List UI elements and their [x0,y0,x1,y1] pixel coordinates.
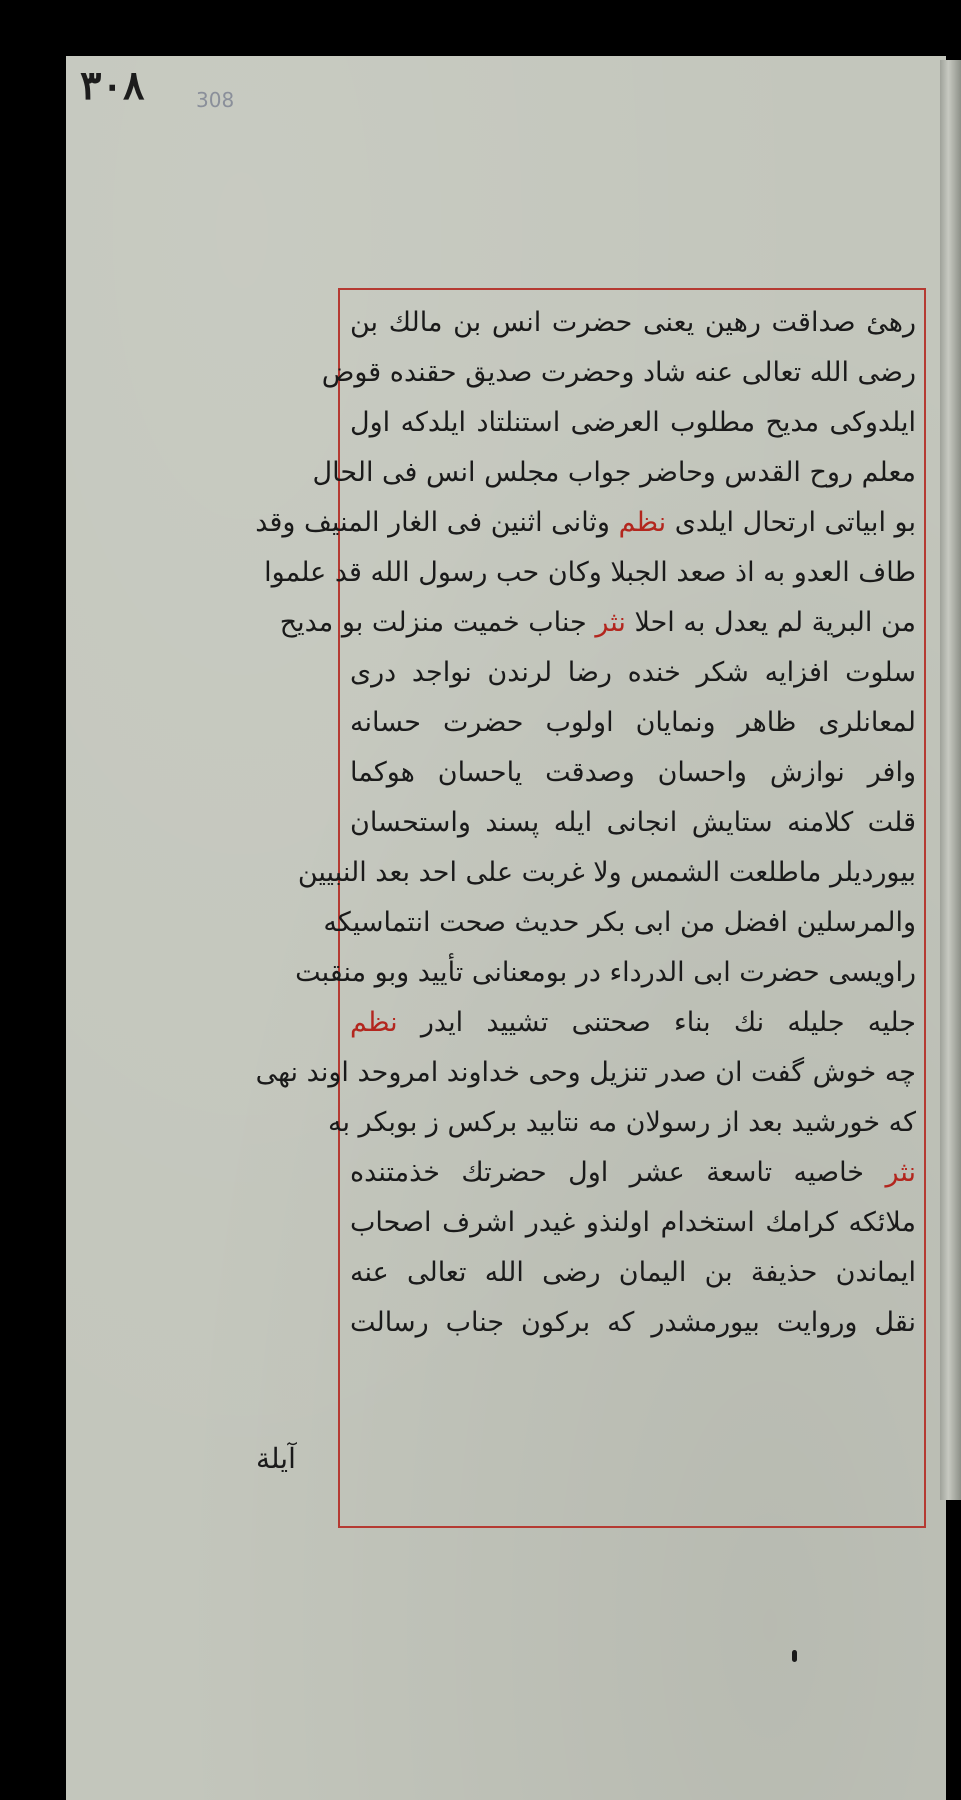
text-line: سلوت افزایه شکر خنده رضا لرندن نواجد دری [350,657,916,688]
rubric-word: نثر [885,1157,916,1188]
text-line: ایلدوکی مدیح مطلوب العرضی استنلتاد ایلدکه اول [350,407,916,438]
text-line: نقل وروایت بیورمشدر که برکون جناب رسالت [350,1307,916,1338]
text-line: لمعانلری ظاهر ونمایان اولوب حضرت حسانه [350,707,916,738]
text-line: من البریة لم یعدل به احلا نثر جناب خمیت منزلت بو مدیح [279,607,916,638]
text-line: والمرسلین افضل من ابی بکر حدیث صحت انتماسیکه [323,907,916,938]
text-line: که خورشید بعد از رسولان مه نتابید برکس ز بوبکر به [327,1107,916,1138]
text-line: بیوردیلر ماطلعت الشمس ولا غربت علی احد بعد النبیین [297,857,916,888]
text-line: نثر خاصیه تاسعة عشر اول حضرتك خذمتنده [350,1157,916,1188]
rubric-word: نظم [618,507,667,538]
text-line: ایماندن حذیفة بن الیمان رضی الله تعالی عنه [350,1257,916,1288]
text-line: رضی الله تعالی عنه شاد وحضرت صدیق حقنده قوض [321,357,916,388]
rubric-word: نثر [595,607,626,638]
text-line: راویسی حضرت ابی الدرداء در بومعنانی تأیید وبو منقبت [295,957,916,988]
text-line: بو ابیاتی ارتحال ایلدی نظم وثانی اثنین فی الغار المنیف وقد [255,507,916,538]
text-line: جلیه جلیله نك بناء صحتنی تشیید ایدر نظم [350,1007,916,1038]
folio-number: ٣٠٨ [80,62,145,109]
page-edge [940,60,961,1500]
text-line: طاف العدو به اذ صعد الجبلا وکان حب رسول الله قد علموا [264,557,916,588]
ink-dot-mark [792,1650,797,1662]
rubric-word: نظم [350,1007,398,1038]
text-line: معلم روح القدس وحاضر جواب مجلس انس فی الحال [312,457,916,488]
text-line: قلت کلامنه ستایش انجانی ایله پسند واستحسان [350,807,916,838]
text-line: چه خوش گفت ان صدر تنزیل وحی خداوند امروحد اوند نهی [255,1057,916,1088]
text-line: وافر نوازش واحسان وصدقت یاحسان هوکما [350,757,916,788]
catchword: آیلة [256,1442,296,1475]
text-line: رهئ صداقت رهین یعنی حضرت انس بن مالك بن [350,307,916,338]
pencil-page-number: 308 [196,88,235,112]
text-line: ملائکه کرامك استخدام اولنذو غیدر اشرف اصحاب [350,1207,916,1238]
text-lines [255,298,916,1348]
